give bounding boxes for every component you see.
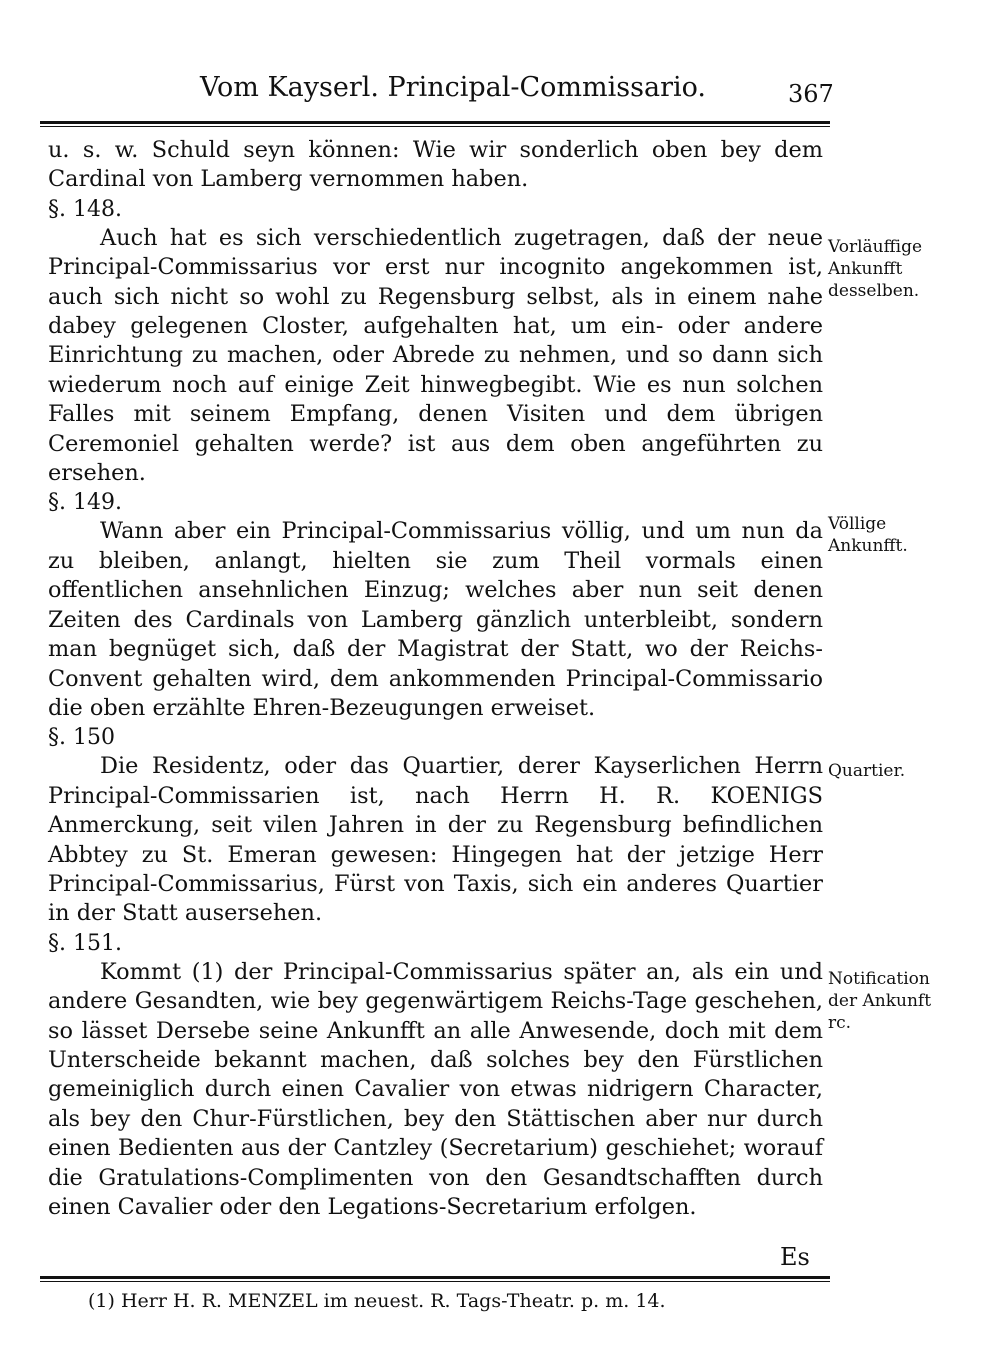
section-heading-149: §. 149.	[48, 490, 122, 516]
paragraph-150: Die Residentz, oder das Quartier, derer Kayserlichen Herrn Principal-Commissarien ist, nach Herrn H. R. KOENIGS Anmerckung, seit vilen Jahren in der zu Regensburg befindlichen Abbtey zu St. Emeran gewesen: Hingegen hat der jetzige Herr Principal-Commissarius, Fürst von Taxis, sich ein anderes Quartier in der Statt ausersehen.	[48, 753, 823, 927]
margin-note-150: Quartier.	[828, 761, 906, 781]
paragraph-149: Wann aber ein Principal-Commissarius völlig, und um nun da zu bleiben, anlangt, hielten sie zum Theil vormals einen offentlichen ansehnlichen Einzug; welches aber nun seit denen Zeiten des Cardinals von Lamberg gänzlich unterbleibt, sondern man begnüget sich, daß der Magistrat der Statt, wo der Reichs-Convent gehalten wird, dem ankommenden Principal-Commissario die oben erzählte Ehren-Bezeugungen erweiset.	[48, 518, 823, 721]
paragraph-151: Kommt (1) der Principal-Commissarius später an, als ein und andere Gesandten, wie bey gegenwärtigem Reichs-Tage geschehen, so lässet Dersebe seine Ankunfft an alle Anwesende, doch mit dem Unterscheide bekannt machen, daß solches bey den Fürstlichen gemeiniglich durch einen Cavalier von etwas nidrigern Character, als bey den Chur-Fürstlichen, bey den Stättischen aber nur durch einen Bedienten aus der Cantzley (Secretarium) geschiehet; worauf die Gratulations-Complimenten von den Gesandtschafften durch einen Cavalier oder den Legations-Secretarium erfolgen.	[48, 958, 823, 1220]
paragraph-148: Auch hat es sich verschiedentlich zugetragen, daß der neue Principal-Commissarius vor erst nur incognito angekommen ist, auch sich nicht so wohl zu Regensburg selbst, als in einem nahe dabey gelegenen Closter, aufgehalten hat, um ein- oder andere Einrichtung zu machen, oder Abrede zu nehmen, und so dann sich wiederum noch auf einige Zeit hinwegbegibt. Wie es nun solchen Falles mit seinem Empfang, denen Visiten und dem übrigen Ceremoniel gehalten werde? ist aus dem oben angeführten zu ersehen.	[48, 224, 823, 487]
paragraph-continued: u. s. w. Schuld seyn können: Wie wir sonderlich oben bey dem Cardinal von Lamberg vernommen haben.	[48, 137, 823, 193]
margin-note-149: Völlige Ankunfft.	[828, 514, 908, 556]
footer-rule	[40, 1276, 830, 1279]
section-heading-150: §. 150	[48, 725, 115, 751]
main-text	[48, 136, 823, 1222]
header-rule	[40, 121, 830, 124]
section-heading-148: §. 148.	[48, 196, 122, 222]
margin-note-151: Notification der Ankunft rc.	[828, 969, 932, 1033]
section-heading-151: §. 151.	[48, 930, 122, 956]
page-number: 367	[788, 80, 834, 108]
footer-rule-thin	[40, 1281, 830, 1282]
catchword: Es	[780, 1243, 810, 1271]
running-title: Vom Kayserl. Principal-Commissario.	[200, 72, 706, 103]
header-rule-thin	[40, 126, 830, 127]
footnote: (1) Herr H. R. MENZEL im neuest. R. Tags-Theatr. p. m. 14.	[88, 1290, 666, 1312]
margin-note-148: Vorläuffige Ankunfft desselben.	[828, 237, 923, 301]
